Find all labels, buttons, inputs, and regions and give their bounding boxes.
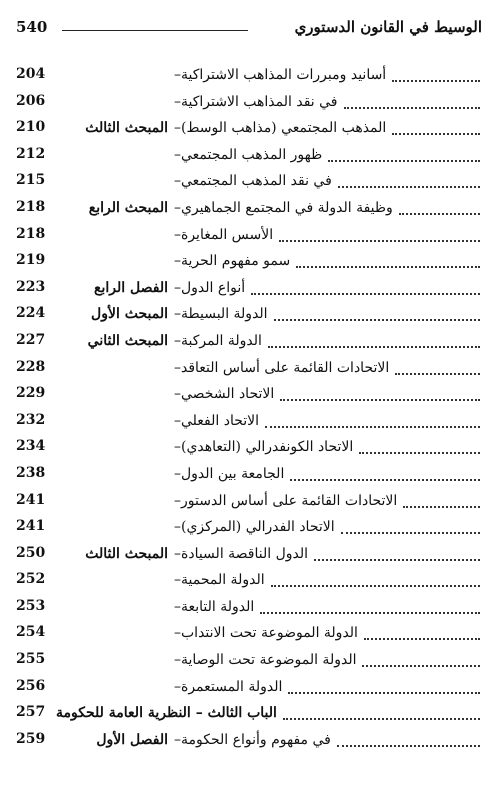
dot-leader [251,293,480,295]
toc-entry [16,488,486,515]
dot-leader [338,186,480,188]
toc-entry [16,408,486,435]
toc-page-number: 252 [16,571,46,588]
toc-title: أسانيد ومبررات المذاهب الاشتراكية [181,67,387,83]
toc-title: الاتحاد الشخصي [181,386,275,403]
toc-title: الاتحادات القائمة على أساس التعاقد [181,359,390,376]
toc-dash: – [174,146,181,163]
toc-entry [16,541,486,568]
toc-entry [16,727,486,754]
dot-leader [328,160,480,162]
toc-entry [16,195,486,222]
toc-page-number: 259 [16,730,46,747]
toc-title: سمو مفهوم الحرية [181,253,291,270]
toc-dash: – [174,519,181,536]
toc-title: الجامعة بين الدول [181,465,285,482]
toc-dash: – [174,412,181,429]
toc-dash: – [174,199,181,216]
toc-dash: – [174,572,181,589]
toc-title: الاتحادات القائمة على أساس الدستور [181,492,398,509]
dot-leader [290,479,480,481]
dot-leader [395,373,480,375]
toc-title: الدولة المركبة [181,332,262,349]
dot-leader [283,718,480,720]
dot-leader [280,399,480,401]
toc-page-number: 250 [16,544,46,561]
toc-page-number: 255 [16,651,46,668]
toc-dash: – [174,306,181,323]
toc-page-number: 241 [16,518,46,535]
toc-entry [16,647,486,674]
toc-dash: – [174,652,181,669]
toc-title: ظهور المذهب المجتمعي [181,146,323,163]
toc-dash: – [174,598,181,615]
toc-entry [16,222,486,249]
table-of-contents [16,62,486,753]
toc-title: أنواع الدول [181,279,246,296]
toc-dash: – [174,332,181,349]
toc-title: وظيفة الدولة في المجتمع الجماهيري [181,199,393,216]
toc-page-number: 212 [16,145,46,162]
dot-leader [271,585,480,587]
toc-title: الدولة الموضوعة تحت الوصاية [181,652,357,669]
toc-page-number: 228 [16,358,46,375]
dot-leader [399,213,480,215]
toc-dash: – [174,173,181,190]
toc-section-label: المبحث الثاني [87,332,168,349]
toc-page-number: 224 [16,305,46,322]
toc-page-number: 210 [16,119,46,136]
dot-leader [274,319,480,321]
toc-page-number: 204 [16,66,46,82]
toc-dash: – [174,439,181,456]
dot-leader [268,346,480,348]
page-number: 540 [16,18,48,36]
toc-entry [16,62,486,89]
dot-leader [314,559,480,561]
toc-title: المذهب المجتمعي (مذاهب الوسط) [181,120,387,137]
toc-entry [16,461,486,488]
toc-entry [16,674,486,701]
dot-leader [288,692,480,694]
toc-dash: – [174,465,181,482]
toc-section-label: الفصل الرابع [94,279,168,296]
toc-entry [16,248,486,275]
toc-entry [16,328,486,355]
toc-dash: – [174,120,181,137]
dot-leader [359,452,480,454]
dot-leader [362,665,480,667]
toc-entry [16,301,486,328]
toc-dash: – [174,226,181,243]
dot-leader [364,638,480,640]
toc-page-number: 218 [16,225,46,242]
toc-dash: – [174,359,181,376]
toc-entry [16,567,486,594]
toc-title: الدول الناقصة السيادة [181,545,309,562]
toc-entry [16,700,486,727]
toc-entry [16,275,486,302]
toc-dash: – [174,492,181,509]
toc-dash: – [174,67,181,83]
page-header [14,18,488,42]
toc-title: الاتحاد الكونفدرالي (التعاهدي) [181,439,354,456]
toc-dash: – [174,678,181,695]
dot-leader [341,532,480,534]
toc-entry [16,89,486,116]
toc-page-number: 256 [16,677,46,694]
toc-entry [16,142,486,169]
toc-dash: – [174,386,181,403]
dot-leader [392,80,480,82]
toc-page-number: 238 [16,464,46,481]
book-title: الوسيط في القانون الدستوري [294,18,482,36]
toc-entry [16,355,486,382]
toc-title: في نقد المذاهب الاشتراكية [181,93,338,110]
toc-page-number: 227 [16,331,46,348]
toc-entry [16,115,486,142]
toc-page-number: 234 [16,438,46,455]
toc-entry [16,434,486,461]
dot-leader [337,745,480,747]
dot-leader [344,107,481,109]
toc-entry [16,168,486,195]
toc-entry [16,620,486,647]
toc-section-label: المبحث الأول [91,306,168,323]
toc-title: الاتحاد الفدرالي (المركزي) [181,519,335,536]
toc-dash: – [174,253,181,270]
toc-section-label: المبحث الثالث [85,545,168,562]
toc-page-number: 241 [16,491,46,508]
toc-page-number: 253 [16,597,46,614]
toc-dash: – [174,625,181,642]
toc-page-number: 232 [16,411,46,428]
dot-leader [265,426,480,428]
toc-entry [16,381,486,408]
dot-leader [279,240,480,242]
toc-dash: – [174,731,181,748]
toc-page-number: 223 [16,278,46,295]
dot-leader [392,133,480,135]
toc-dash: – [174,279,181,296]
toc-page-number: 229 [16,385,46,402]
toc-page-number: 257 [16,704,46,721]
toc-title: الأسس المغايرة [181,226,274,243]
toc-title: الاتحاد الفعلي [181,412,260,429]
toc-section-label: المبحث الثالث [85,120,168,137]
toc-page-number: 254 [16,624,46,641]
toc-title: الدولة الموضوعة تحت الانتداب [181,625,358,642]
toc-dash: – [174,545,181,562]
toc-title: الدولة المحمية [181,572,265,589]
toc-title: الدولة المستعمرة [181,678,283,695]
dot-leader [296,266,480,268]
toc-page-number: 215 [16,172,46,189]
toc-page-number: 206 [16,92,46,109]
toc-title: الدولة التابعة [181,598,255,615]
toc-page-number: 218 [16,198,46,215]
dot-leader [260,612,480,614]
toc-title: الدولة البسيطة [181,306,268,323]
header-rule [62,30,248,31]
toc-title: في مفهوم وأنواع الحكومة [181,731,331,748]
toc-section-label: المبحث الرابع [88,199,168,216]
toc-title: الباب الثالث – النظرية العامة للحكومة [56,705,277,722]
toc-dash: – [174,93,181,110]
toc-page-number: 219 [16,252,46,269]
toc-title: في نقد المذهب المجتمعي [181,173,332,190]
toc-entry [16,514,486,541]
dot-leader [403,506,480,508]
toc-section-label: الفصل الأول [96,731,168,748]
toc-entry [16,594,486,621]
